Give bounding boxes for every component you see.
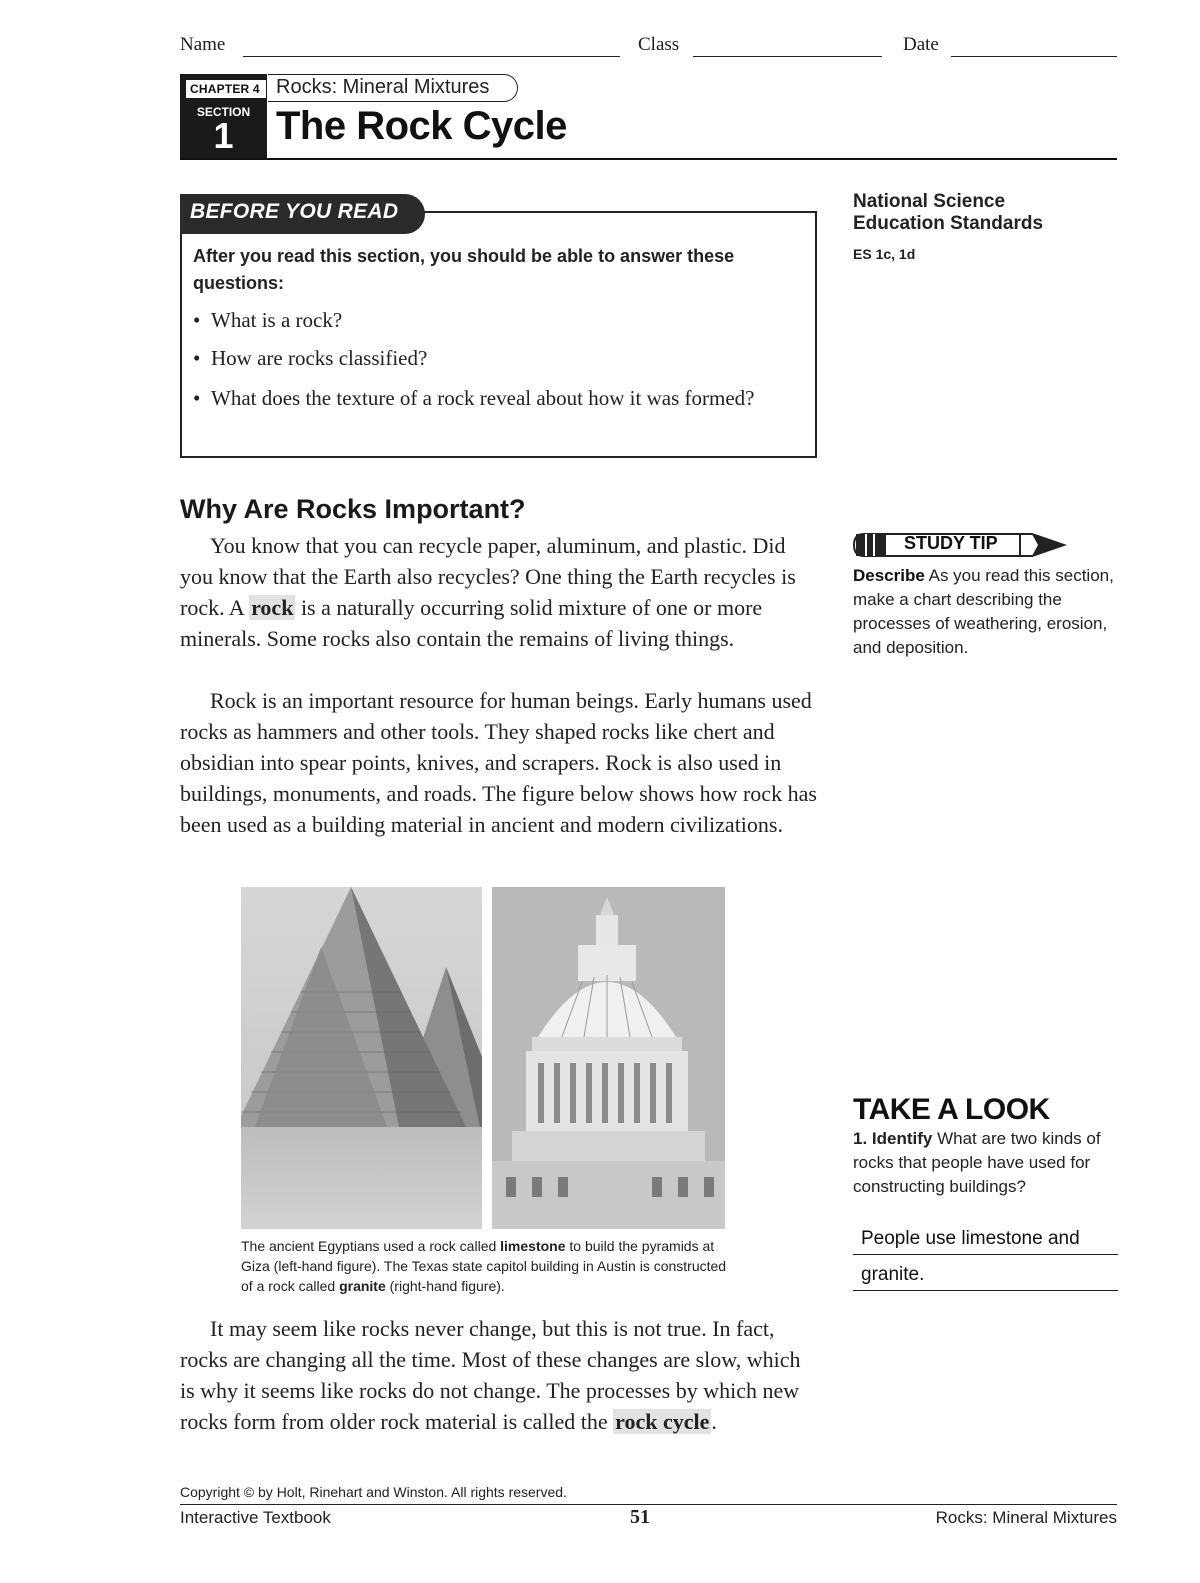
pyramids-photo	[241, 887, 482, 1229]
figure-caption: The ancient Egyptians used a rock called limestone to build the pyramids at Giza (left-hand figure). The Texas state capitol building in Austin is constructed of a rock called granite (right-hand figure).	[241, 1238, 727, 1294]
study-tip-label: STUDY TIP	[904, 533, 998, 553]
question-lead: Identify	[871, 1129, 933, 1148]
section-label: SECTION	[196, 105, 251, 119]
copyright-notice: Copyright © by Holt, Rinehart and Winston. All rights reserved.	[180, 1484, 567, 1500]
name-field-line[interactable]	[243, 56, 620, 57]
title-divider	[180, 158, 1117, 160]
term-rock: rock	[251, 595, 294, 620]
before-you-read-label: BEFORE YOU READ	[190, 200, 399, 223]
bullet-icon: •	[193, 346, 201, 370]
capitol-photo	[492, 887, 725, 1229]
question-item: • What does the texture of a rock reveal about how it was formed?	[193, 383, 793, 413]
question-number: 1.	[853, 1129, 868, 1148]
chapter-title: Rocks: Mineral Mixtures	[268, 74, 518, 102]
capitol-illustration	[492, 887, 725, 1229]
footer-divider	[180, 1504, 1117, 1505]
take-a-look-heading: TAKE A LOOK	[853, 1093, 1050, 1126]
page-number: 51	[630, 1506, 650, 1528]
footer-book-title: Interactive Textbook	[180, 1508, 331, 1527]
paragraph-2: Rock is an important resource for human beings. Early humans used rocks as hammers and other tools. They shaped rocks like chert and obsidian into spear points, knives, and scrapers. Rock is also used in buildings, monuments, and roads. The figure below shows how rock has been used as a building material in ancient and modern civilizations.	[180, 688, 817, 837]
name-label: Name	[180, 34, 226, 55]
answer-line-2[interactable]: granite.	[853, 1261, 1118, 1291]
bullet-icon: •	[193, 386, 201, 410]
question-item: • How are rocks classified?	[193, 343, 793, 373]
question-item: • What is a rock?	[193, 305, 793, 335]
caption-term-granite: granite	[339, 1278, 386, 1294]
section-number: 1	[213, 115, 234, 156]
study-tip-text: Describe As you read this section, make a chart describing the processes of weathering, erosion, and deposition.	[853, 566, 1114, 657]
study-tip-lead: Describe	[853, 566, 925, 585]
date-field-line[interactable]	[951, 56, 1117, 57]
class-field-line[interactable]	[693, 56, 882, 57]
standards-title: National Science Education Standards	[853, 191, 1044, 234]
page-title: The Rock Cycle	[276, 104, 567, 148]
answer-line-1[interactable]: People use limestone and	[853, 1225, 1118, 1255]
pyramids-illustration	[241, 887, 482, 1229]
take-a-look-question: 1. Identify What are two kinds of rocks that people have used for constructing buildings?	[853, 1129, 1101, 1196]
section-heading: Why Are Rocks Important?	[180, 494, 526, 524]
paragraph-1: You know that you can recycle paper, aluminum, and plastic. Did you know that the Earth also recycles? One thing the Earth recycles is rock. A rock is a naturally occurring solid mixture of one or more minerals. Some rocks also contain the remains of living things.	[180, 533, 796, 651]
caption-term-limestone: limestone	[500, 1238, 566, 1254]
class-label: Class	[638, 34, 680, 55]
term-rock-cycle: rock cycle	[615, 1409, 710, 1434]
date-label: Date	[903, 34, 939, 55]
footer-chapter-title: Rocks: Mineral Mixtures	[935, 1508, 1117, 1527]
paragraph-3: It may seem like rocks never change, but this is not true. In fact, rocks are changing all the time. Most of these changes are slow, which is why it seems like rocks do not change. The processes by which new rocks form from older rock material is called the rock cycle.	[180, 1316, 801, 1434]
before-you-read-intro: After you read this section, you should be able to answer these questions:	[193, 246, 735, 293]
standards-codes: ES 1c, 1d	[853, 246, 916, 262]
bullet-icon: •	[193, 308, 201, 332]
chapter-label: CHAPTER 4	[186, 80, 266, 98]
